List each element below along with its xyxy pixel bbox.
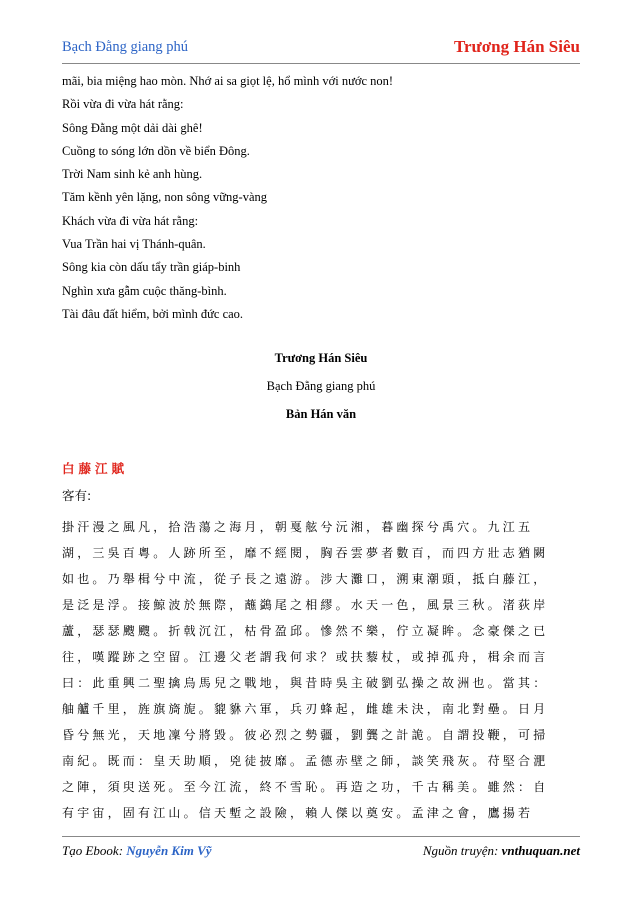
header-divider bbox=[62, 63, 580, 64]
page-footer bbox=[62, 843, 580, 863]
header-author: Trương Hán Siêu bbox=[453, 37, 580, 56]
han-guest-line: 客有: bbox=[62, 488, 92, 503]
footer-ebook-credit bbox=[62, 843, 212, 859]
vietnamese-poem bbox=[62, 70, 582, 326]
han-line: 掛汗漫之風凡，拾浩蕩之海月，朝戛舷兮沅湘，暮幽探兮禹穴。九江五 bbox=[62, 520, 534, 534]
footer-divider bbox=[62, 836, 580, 837]
page-header bbox=[62, 39, 580, 61]
han-title: 白藤江賦 bbox=[62, 461, 129, 476]
footer-ebook-label: Tạo Ebook: bbox=[62, 843, 127, 858]
han-line: 舳艫千里，旌旗旖旎。貔貅六軍，兵刃蜂起，雌雄未決，南北對壘。日月 bbox=[62, 702, 549, 716]
han-line: 有宇宙，固有江山。信天塹之設險，賴人傑以奠安。孟津之會，鷹揚若 bbox=[62, 806, 534, 820]
poem-line: Khách vừa đi vừa hát rằng: bbox=[62, 213, 199, 228]
poem-line: Sông Đằng một dải dài ghê! bbox=[62, 120, 203, 135]
han-line: 如也。乃舉楫兮中流，從子長之遠游。涉大灘口，溯東潮頭，抵白藤江， bbox=[62, 572, 549, 586]
section-version: Bản Hán văn bbox=[285, 407, 357, 421]
poem-line: Tài đâu đất hiểm, bởi mình đức cao. bbox=[62, 306, 244, 321]
poem-line: Cuồng to sóng lớn dồn về biển Đông. bbox=[62, 143, 250, 158]
poem-line: mãi, bia miệng hao mòn. Nhớ ai sa giọt lệ, hổ mình với nước non! bbox=[62, 74, 394, 88]
section-work-title: Bạch Đằng giang phú bbox=[266, 379, 376, 393]
han-line: 曰：此重興二聖擒烏馬兒之戰地，與昔時吳主破劉弘操之故洲也。當其： bbox=[62, 676, 549, 690]
han-line: 往，嘆蹤跡之空留。江邊父老謂我何求？或扶藜杖，或掉孤舟，楫余而言 bbox=[62, 650, 549, 664]
footer-source-site: vnthuquan.net bbox=[501, 843, 580, 858]
poem-line: Rồi vừa đi vừa hát rằng: bbox=[62, 97, 184, 112]
poem-line: Nghìn xưa gẫm cuộc thăng-bình. bbox=[62, 283, 227, 298]
han-line: 是泛是浮。接鯨波於無際，蘸鷁尾之相繆。水天一色，風景三秋。渚荻岸 bbox=[62, 598, 549, 612]
footer-source bbox=[423, 843, 580, 859]
header-work-title: Bạch Đằng giang phú bbox=[62, 39, 189, 55]
poem-line: Trời Nam sinh kẻ anh hùng. bbox=[62, 167, 203, 182]
poem-line: Tăm kềnh yên lặng, non sông vững-vàng bbox=[62, 190, 267, 205]
han-line: 南紀。既而：皇天助順，兇徒披靡。孟德赤壁之師，談笑飛灰。苻堅合淝 bbox=[62, 754, 549, 768]
poem-line: Sông kia còn dấu tẩy trần giáp-binh bbox=[62, 260, 241, 275]
han-line: 湖，三吳百粵。人跡所至，靡不經閱，胸吞雲夢者數百，而四方壯志猶闕 bbox=[62, 546, 549, 560]
han-line: 蘆，瑟瑟颼颼。折戟沉江，枯骨盈邱。慘然不樂，佇立凝眸。念豪傑之已 bbox=[62, 624, 549, 638]
han-text bbox=[62, 514, 582, 826]
section-author: Trương Hán Siêu bbox=[274, 351, 368, 365]
han-line: 昏兮無光，天地凜兮將毀。彼必烈之勢疆，劉龔之計詭。自謂投鞭，可掃 bbox=[62, 728, 549, 742]
footer-source-label: Nguồn truyện: bbox=[422, 843, 502, 858]
footer-ebook-name: Nguyễn Kim Vỹ bbox=[126, 843, 212, 858]
han-line: 之陣，須臾送死。至今江流，終不雪恥。再造之功，千古稱美。雖然：自 bbox=[62, 780, 549, 794]
poem-line: Vua Trần hai vị Thánh-quân. bbox=[62, 237, 206, 252]
